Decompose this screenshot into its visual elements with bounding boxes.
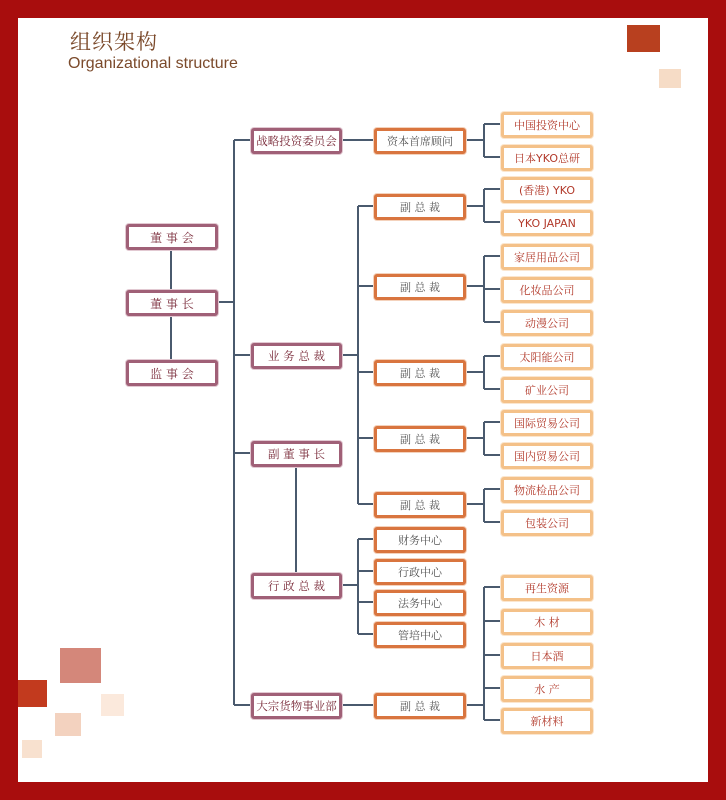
node-logistics: 物流检品公司 [501,477,593,503]
node-yko-japan: YKO JAPAN [501,210,593,236]
node-domestic-trade: 国内贸易公司 [501,443,593,469]
node-vice-president: 副 总 裁 [374,194,466,220]
node-finance-center: 财务中心 [374,527,466,553]
node-intl-trade: 国际贸易公司 [501,410,593,436]
node-vice-president: 副 总 裁 [374,492,466,518]
node-strategy-committee: 战略投资委员会 [251,128,342,154]
node-solar: 太阳能公司 [501,344,593,370]
node-japan-yko: 日本YKO总研 [501,145,593,171]
node-recycling: 再生资源 [501,575,593,601]
node-vice-president: 副 总 裁 [374,426,466,452]
node-training-center: 管培中心 [374,622,466,648]
node-china-investment: 中国投资中心 [501,112,593,138]
node-aquatic: 水 产 [501,676,593,702]
node-anime: 动漫公司 [501,310,593,336]
node-wood: 木 材 [501,609,593,635]
node-vice-chairman: 副 董 事 长 [251,441,342,467]
node-new-materials: 新材料 [501,708,593,734]
node-vice-president: 副 总 裁 [374,274,466,300]
node-board: 董 事 会 [126,224,218,250]
node-packaging: 包装公司 [501,510,593,536]
node-hk-yko: (香港) YKO [501,177,593,203]
node-admin-center: 行政中心 [374,559,466,585]
node-business-president: 业 务 总 裁 [251,343,342,369]
page-title: 组织架构 [70,30,158,54]
node-sake: 日本酒 [501,643,593,669]
node-vice-president: 副 总 裁 [374,360,466,386]
node-home-goods: 家居用品公司 [501,244,593,270]
node-commodity-dept: 大宗货物事业部 [251,693,342,719]
node-mining: 矿业公司 [501,377,593,403]
node-vice-president: 副 总 裁 [374,693,466,719]
page-subtitle: Organizational structure [68,55,238,72]
node-chairman: 董 事 长 [126,290,218,316]
node-legal-center: 法务中心 [374,590,466,616]
node-supervisors: 监 事 会 [126,360,218,386]
node-admin-president: 行 政 总 裁 [251,573,342,599]
node-capital-advisor: 资本首席顾问 [374,128,466,154]
node-cosmetics: 化妆品公司 [501,277,593,303]
